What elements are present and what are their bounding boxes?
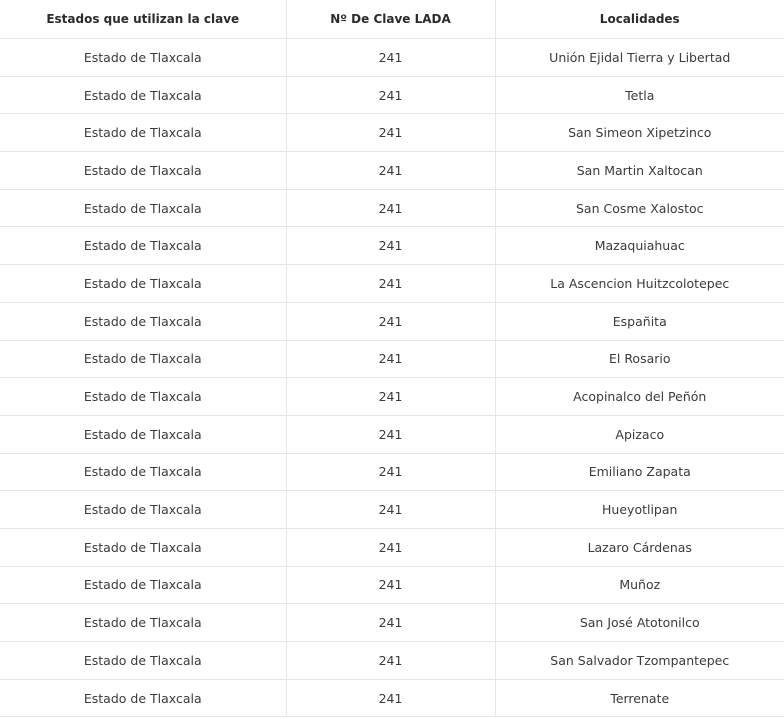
table-row — [0, 189, 784, 227]
cell-clave-lada: 241 — [286, 378, 495, 416]
table-row — [0, 604, 784, 642]
cell-clave-lada: 241 — [286, 76, 495, 114]
cell-localidad: San José Atotonilco — [495, 604, 784, 642]
cell-localidad: San Salvador Tzompantepec — [495, 642, 784, 680]
table-row — [0, 415, 784, 453]
cell-estado: Estado de Tlaxcala — [0, 189, 286, 227]
cell-clave-lada: 241 — [286, 604, 495, 642]
cell-localidad: Mazaquiahuac — [495, 227, 784, 265]
cell-estado: Estado de Tlaxcala — [0, 265, 286, 303]
header-clave-lada: Nº De Clave LADA — [286, 0, 495, 39]
cell-localidad: Españita — [495, 302, 784, 340]
table-row — [0, 378, 784, 416]
cell-estado: Estado de Tlaxcala — [0, 114, 286, 152]
header-localidades: Localidades — [495, 0, 784, 39]
cell-estado: Estado de Tlaxcala — [0, 378, 286, 416]
cell-localidad: Acopinalco del Peñón — [495, 378, 784, 416]
cell-estado: Estado de Tlaxcala — [0, 642, 286, 680]
cell-clave-lada: 241 — [286, 415, 495, 453]
table-row — [0, 302, 784, 340]
cell-localidad: El Rosario — [495, 340, 784, 378]
table-row — [0, 76, 784, 114]
table-row — [0, 39, 784, 77]
cell-clave-lada: 241 — [286, 491, 495, 529]
cell-clave-lada: 241 — [286, 227, 495, 265]
cell-clave-lada: 241 — [286, 39, 495, 77]
cell-localidad: Terrenate — [495, 679, 784, 717]
cell-localidad: San Cosme Xalostoc — [495, 189, 784, 227]
header-row — [0, 0, 784, 39]
cell-localidad: Tetla — [495, 76, 784, 114]
cell-clave-lada: 241 — [286, 302, 495, 340]
cell-estado: Estado de Tlaxcala — [0, 679, 286, 717]
cell-clave-lada: 241 — [286, 189, 495, 227]
cell-estado: Estado de Tlaxcala — [0, 528, 286, 566]
table-row — [0, 152, 784, 190]
table-row — [0, 453, 784, 491]
cell-estado: Estado de Tlaxcala — [0, 76, 286, 114]
cell-localidad: San Martin Xaltocan — [495, 152, 784, 190]
cell-estado: Estado de Tlaxcala — [0, 566, 286, 604]
table-row — [0, 642, 784, 680]
cell-localidad: Emiliano Zapata — [495, 453, 784, 491]
cell-estado: Estado de Tlaxcala — [0, 340, 286, 378]
cell-localidad: Apizaco — [495, 415, 784, 453]
cell-localidad: Lazaro Cárdenas — [495, 528, 784, 566]
cell-localidad: Muñoz — [495, 566, 784, 604]
cell-localidad: Unión Ejidal Tierra y Libertad — [495, 39, 784, 77]
cell-localidad: La Ascencion Huitzcolotepec — [495, 265, 784, 303]
header-estados: Estados que utilizan la clave — [0, 0, 286, 39]
cell-clave-lada: 241 — [286, 566, 495, 604]
cell-estado: Estado de Tlaxcala — [0, 152, 286, 190]
cell-localidad: Hueyotlipan — [495, 491, 784, 529]
cell-clave-lada: 241 — [286, 152, 495, 190]
cell-clave-lada: 241 — [286, 679, 495, 717]
cell-clave-lada: 241 — [286, 453, 495, 491]
cell-estado: Estado de Tlaxcala — [0, 415, 286, 453]
cell-clave-lada: 241 — [286, 114, 495, 152]
table-row — [0, 491, 784, 529]
cell-localidad: San Simeon Xipetzinco — [495, 114, 784, 152]
cell-clave-lada: 241 — [286, 642, 495, 680]
cell-estado: Estado de Tlaxcala — [0, 227, 286, 265]
table-row — [0, 265, 784, 303]
cell-estado: Estado de Tlaxcala — [0, 39, 286, 77]
cell-estado: Estado de Tlaxcala — [0, 491, 286, 529]
cell-estado: Estado de Tlaxcala — [0, 604, 286, 642]
cell-estado: Estado de Tlaxcala — [0, 453, 286, 491]
cell-clave-lada: 241 — [286, 340, 495, 378]
table-row — [0, 528, 784, 566]
table-row — [0, 227, 784, 265]
cell-clave-lada: 241 — [286, 528, 495, 566]
table-row — [0, 679, 784, 717]
cell-estado: Estado de Tlaxcala — [0, 302, 286, 340]
cell-clave-lada: 241 — [286, 265, 495, 303]
table-row — [0, 340, 784, 378]
table-body — [0, 39, 784, 717]
table-row — [0, 566, 784, 604]
table-header — [0, 0, 784, 39]
table-row — [0, 114, 784, 152]
